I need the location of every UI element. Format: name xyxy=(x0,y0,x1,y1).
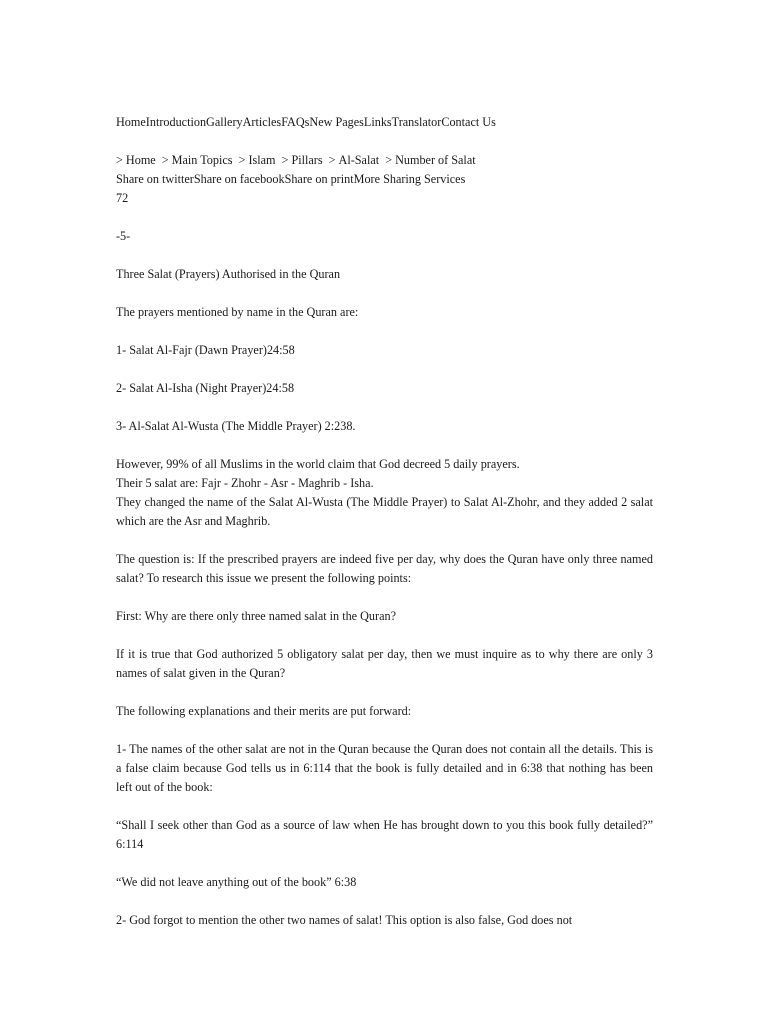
section-title: Three Salat (Prayers) Authorised in the Quran xyxy=(116,267,341,281)
breadcrumb-pillars[interactable]: Pillars xyxy=(291,153,323,167)
point-one-paragraph: 1- The names of the other salat are not in the Quran because the Quran does not contain all the details. This is a false claim because God tells us in 6:114 that the book is fully detailed and in 6:38 that nothing has been left out of the book: xyxy=(116,742,653,794)
claim-paragraph-line3: They changed the name of the Salat Al-Wusta (The Middle Prayer) to Salat Al-Zhohr, and they added 2 salat which are the Asr and Maghrib. xyxy=(116,495,653,528)
prayer-item-isha: 2- Salat Al-Isha (Night Prayer)24:58 xyxy=(116,381,295,395)
more-sharing-link[interactable]: More Sharing Services xyxy=(353,172,466,186)
breadcrumb-separator: > xyxy=(238,153,246,167)
document-page xyxy=(116,113,653,930)
explanations-paragraph: The following explanations and their merits are put forward: xyxy=(116,704,412,718)
first-heading: First: Why are there only three named salat in the Quran? xyxy=(116,609,396,623)
breadcrumb-separator: > xyxy=(281,153,289,167)
share-twitter-link[interactable]: Share on twitter xyxy=(116,172,194,186)
point-two-paragraph: 2- God forgot to mention the other two names of salat! This option is also false, God does not xyxy=(116,913,573,927)
breadcrumb-separator: > xyxy=(116,153,123,167)
breadcrumb-al-salat[interactable]: Al-Salat xyxy=(338,153,380,167)
question-paragraph: The question is: If the prescribed prayers are indeed five per day, why does the Quran have only three named salat? To research this issue we present the following points: xyxy=(116,552,653,585)
nav-links[interactable]: Links xyxy=(363,115,392,129)
quote-6-114: “Shall I seek other than God as a source of law when He has brought down to you this book fully detailed?” 6:114 xyxy=(116,818,653,851)
claim-paragraph-line2: Their 5 salat are: Fajr - Zhohr - Asr - Maghrib - Isha. xyxy=(116,476,374,490)
nav-faqs[interactable]: FAQs xyxy=(281,115,310,129)
nav-translator[interactable]: Translator xyxy=(391,115,442,129)
share-bar xyxy=(116,170,653,189)
breadcrumb-current: Number of Salat xyxy=(395,153,476,167)
nav-introduction[interactable]: Introduction xyxy=(145,115,207,129)
nav-contact-us[interactable]: Contact Us xyxy=(441,115,496,129)
breadcrumb-main-topics[interactable]: Main Topics xyxy=(171,153,233,167)
breadcrumb-home[interactable]: Home xyxy=(125,153,156,167)
prayer-item-wusta: 3- Al-Salat Al-Wusta (The Middle Prayer) 2:238. xyxy=(116,419,356,433)
breadcrumb-separator: > xyxy=(385,153,393,167)
nav-new-pages[interactable]: New Pages xyxy=(309,115,364,129)
prayer-item-fajr: 1- Salat Al-Fajr (Dawn Prayer)24:58 xyxy=(116,343,295,357)
nav-gallery[interactable]: Gallery xyxy=(206,115,243,129)
chapter-number: -5- xyxy=(116,229,131,243)
intro-paragraph: The prayers mentioned by name in the Quran are: xyxy=(116,305,359,319)
nav-articles[interactable]: Articles xyxy=(242,115,282,129)
share-print-link[interactable]: Share on print xyxy=(284,172,354,186)
breadcrumb xyxy=(116,151,653,170)
breadcrumb-islam[interactable]: Islam xyxy=(248,153,276,167)
breadcrumb-separator: > xyxy=(161,153,169,167)
inquire-paragraph: If it is true that God authorized 5 obligatory salat per day, then we must inquire as to why there are only 3 names of salat given in the Quran? xyxy=(116,647,653,680)
share-facebook-link[interactable]: Share on facebook xyxy=(193,172,285,186)
breadcrumb-separator: > xyxy=(328,153,336,167)
claim-paragraph-line1: However, 99% of all Muslims in the world claim that God decreed 5 daily prayers. xyxy=(116,457,520,471)
nav-home[interactable]: Home xyxy=(116,115,146,129)
top-nav xyxy=(116,113,653,132)
share-count: 72 xyxy=(116,191,129,205)
quote-6-38: “We did not leave anything out of the book” 6:38 xyxy=(116,875,357,889)
